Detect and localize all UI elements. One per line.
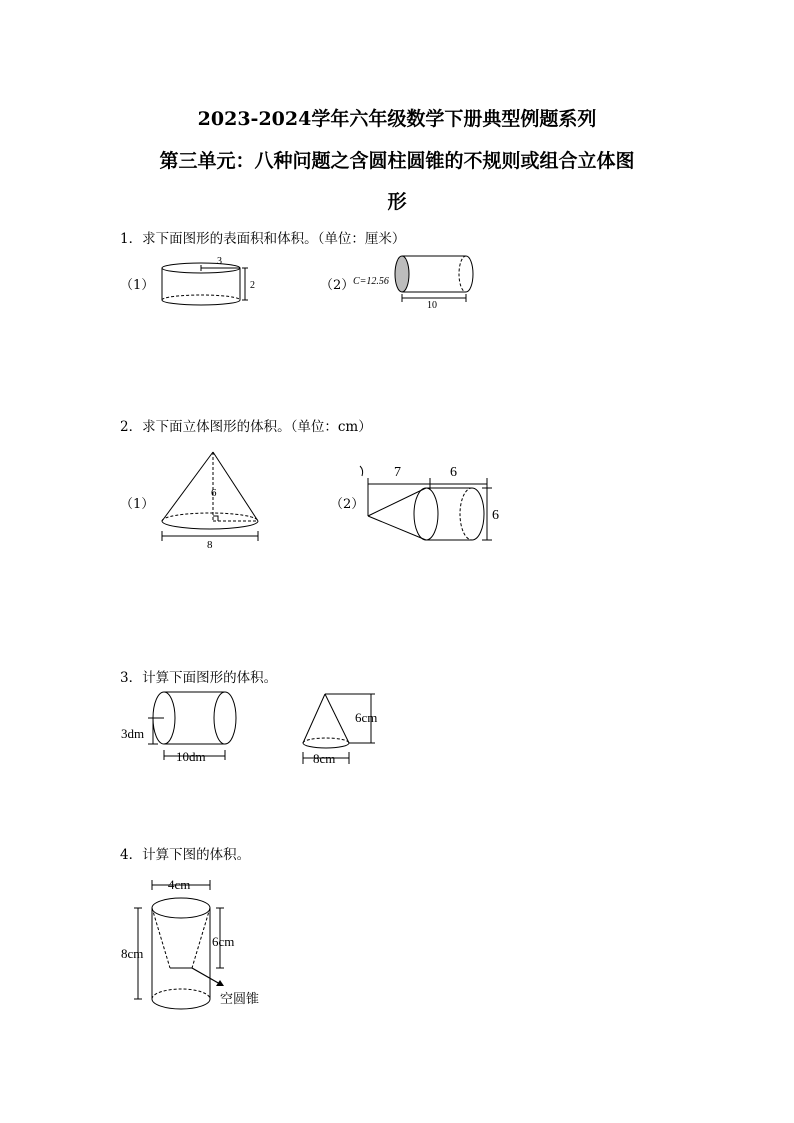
question-3-text: 3．计算下面图形的体积。 xyxy=(120,670,278,686)
q4-note-hollow-cone: 空圆锥 xyxy=(220,991,260,1006)
q3-fig1-cylinder xyxy=(120,690,245,770)
q4-height: 8cm xyxy=(121,946,144,961)
q2-fig1-diameter: 8 xyxy=(207,539,213,551)
question-4-text: 4．计算下图的体积。 xyxy=(120,847,251,863)
q2-fig2-combo xyxy=(352,462,512,552)
q3-fig2-height: 6cm xyxy=(355,710,378,725)
q2-fig1-height: 6 xyxy=(211,487,217,499)
title-line-2: 第三单元：八种问题之含圆柱圆锥的不规则或组合立体图 xyxy=(159,150,635,172)
q2-fig2-cyl-length: 6 xyxy=(450,465,457,480)
q2-fig2-cone-length: 7 xyxy=(394,465,401,480)
q1-fig2-cylinder xyxy=(352,252,482,312)
title-line-1: 2023-2024学年六年级数学下册典型例题系列 xyxy=(197,108,597,130)
q4-cone-height: 6cm xyxy=(212,934,235,949)
q1-fig1-cylinder xyxy=(155,253,265,313)
question-2-text: 2．求下面立体图形的体积。（单位：cm） xyxy=(120,419,372,435)
q1-fig2-label: （2） xyxy=(320,278,355,293)
q3-fig2-cone xyxy=(295,688,395,768)
q3-fig2-diameter: 8cm xyxy=(313,751,336,766)
q1-fig2-circumference: C=12.56 xyxy=(353,276,389,287)
question-1-text: 1．求下面图形的表面积和体积。（单位：厘米） xyxy=(120,231,406,247)
q4-diameter: 4cm xyxy=(168,877,191,892)
q1-fig1-height: 2 xyxy=(250,280,255,291)
q3-fig1-length: 10dm xyxy=(176,749,206,764)
q1-fig1-label: （1） xyxy=(120,278,155,293)
title-line-3: 形 xyxy=(387,191,407,213)
q3-fig1-radius: 3dm xyxy=(121,726,145,741)
q2-fig1-cone xyxy=(155,444,265,551)
q1-fig2-length: 10 xyxy=(427,300,437,311)
q1-fig1-radius: 3 xyxy=(217,256,222,267)
q4-fig-cylinder-hollow-cone xyxy=(120,872,280,1022)
q2-fig2-label: （2） xyxy=(330,497,365,512)
q2-fig1-label: （1） xyxy=(120,497,155,512)
q2-fig2-diameter: 6 xyxy=(492,508,499,523)
